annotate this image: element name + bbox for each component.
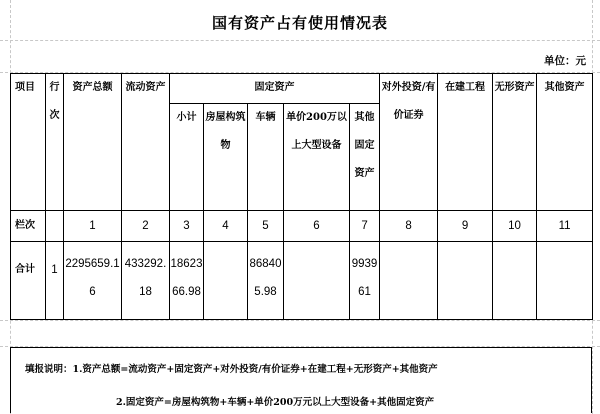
header-item: 项目 <box>11 74 46 211</box>
column-number: 10 <box>493 211 537 242</box>
gridline <box>0 320 600 321</box>
header-intangible: 无形资产 <box>493 74 537 211</box>
page-title: 国有资产占有使用情况表 <box>211 14 388 32</box>
asset-table <box>10 73 593 320</box>
unit-label: 单位：元 <box>544 55 586 67</box>
other-fixed-value: 993961 <box>350 242 380 320</box>
column-number: 4 <box>204 211 248 242</box>
instruction-line-2: 2.固定资产=房屋构筑物+车辆+单价200万元以上大型设备+其他固定资产 <box>116 397 435 408</box>
column-number: 1 <box>64 211 122 242</box>
header-current-assets: 流动资产 <box>122 74 170 211</box>
column-number: 5 <box>248 211 284 242</box>
column-number: 9 <box>438 211 493 242</box>
large-equipment-value <box>284 242 350 320</box>
instruction-line-1: 填报说明：1.资产总额=流动资产+固定资产+对外投资/有价证券+在建工程+无形资产+其他资产 <box>25 364 438 375</box>
buildings-value <box>204 242 248 320</box>
column-number: 6 <box>284 211 350 242</box>
filling-instructions <box>10 347 592 413</box>
column-number: 7 <box>350 211 380 242</box>
header-subtotal: 小计 <box>170 104 204 211</box>
column-number: 3 <box>170 211 204 242</box>
header-total-assets: 资产总额 <box>64 74 122 211</box>
column-number: 2 <box>122 211 170 242</box>
header-row-no: 行次 <box>46 74 64 211</box>
column-number: 11 <box>537 211 593 242</box>
header-other-fixed: 其他固定资产 <box>350 104 380 211</box>
total-row <box>11 242 593 320</box>
total-assets-value: 2295659.16 <box>64 242 122 320</box>
header-external-invest: 对外投资/有价证券 <box>380 74 438 211</box>
vehicles-value: 868405.98 <box>248 242 284 320</box>
current-assets-value: 433292.18 <box>122 242 170 320</box>
intangible-value <box>493 242 537 320</box>
other-assets-value <box>537 242 593 320</box>
subtotal-value: 1862366.98 <box>170 242 204 320</box>
total-label: 合计 <box>11 242 46 320</box>
header-row <box>11 74 593 104</box>
column-number: 8 <box>380 211 438 242</box>
header-buildings: 房屋构筑物 <box>204 104 248 211</box>
header-vehicles: 车辆 <box>248 104 284 211</box>
column-number-row <box>11 211 593 242</box>
construction-value <box>438 242 493 320</box>
header-fixed-assets: 固定资产 <box>170 74 380 104</box>
column-number-blank <box>46 211 64 242</box>
header-large-equipment: 单价200万以上大型设备 <box>284 104 350 211</box>
total-row-no: 1 <box>46 242 64 320</box>
gridline <box>0 40 600 41</box>
external-invest-value <box>380 242 438 320</box>
header-construction: 在建工程 <box>438 74 493 211</box>
column-number-label: 栏次 <box>11 211 46 242</box>
header-other-assets: 其他资产 <box>537 74 593 211</box>
